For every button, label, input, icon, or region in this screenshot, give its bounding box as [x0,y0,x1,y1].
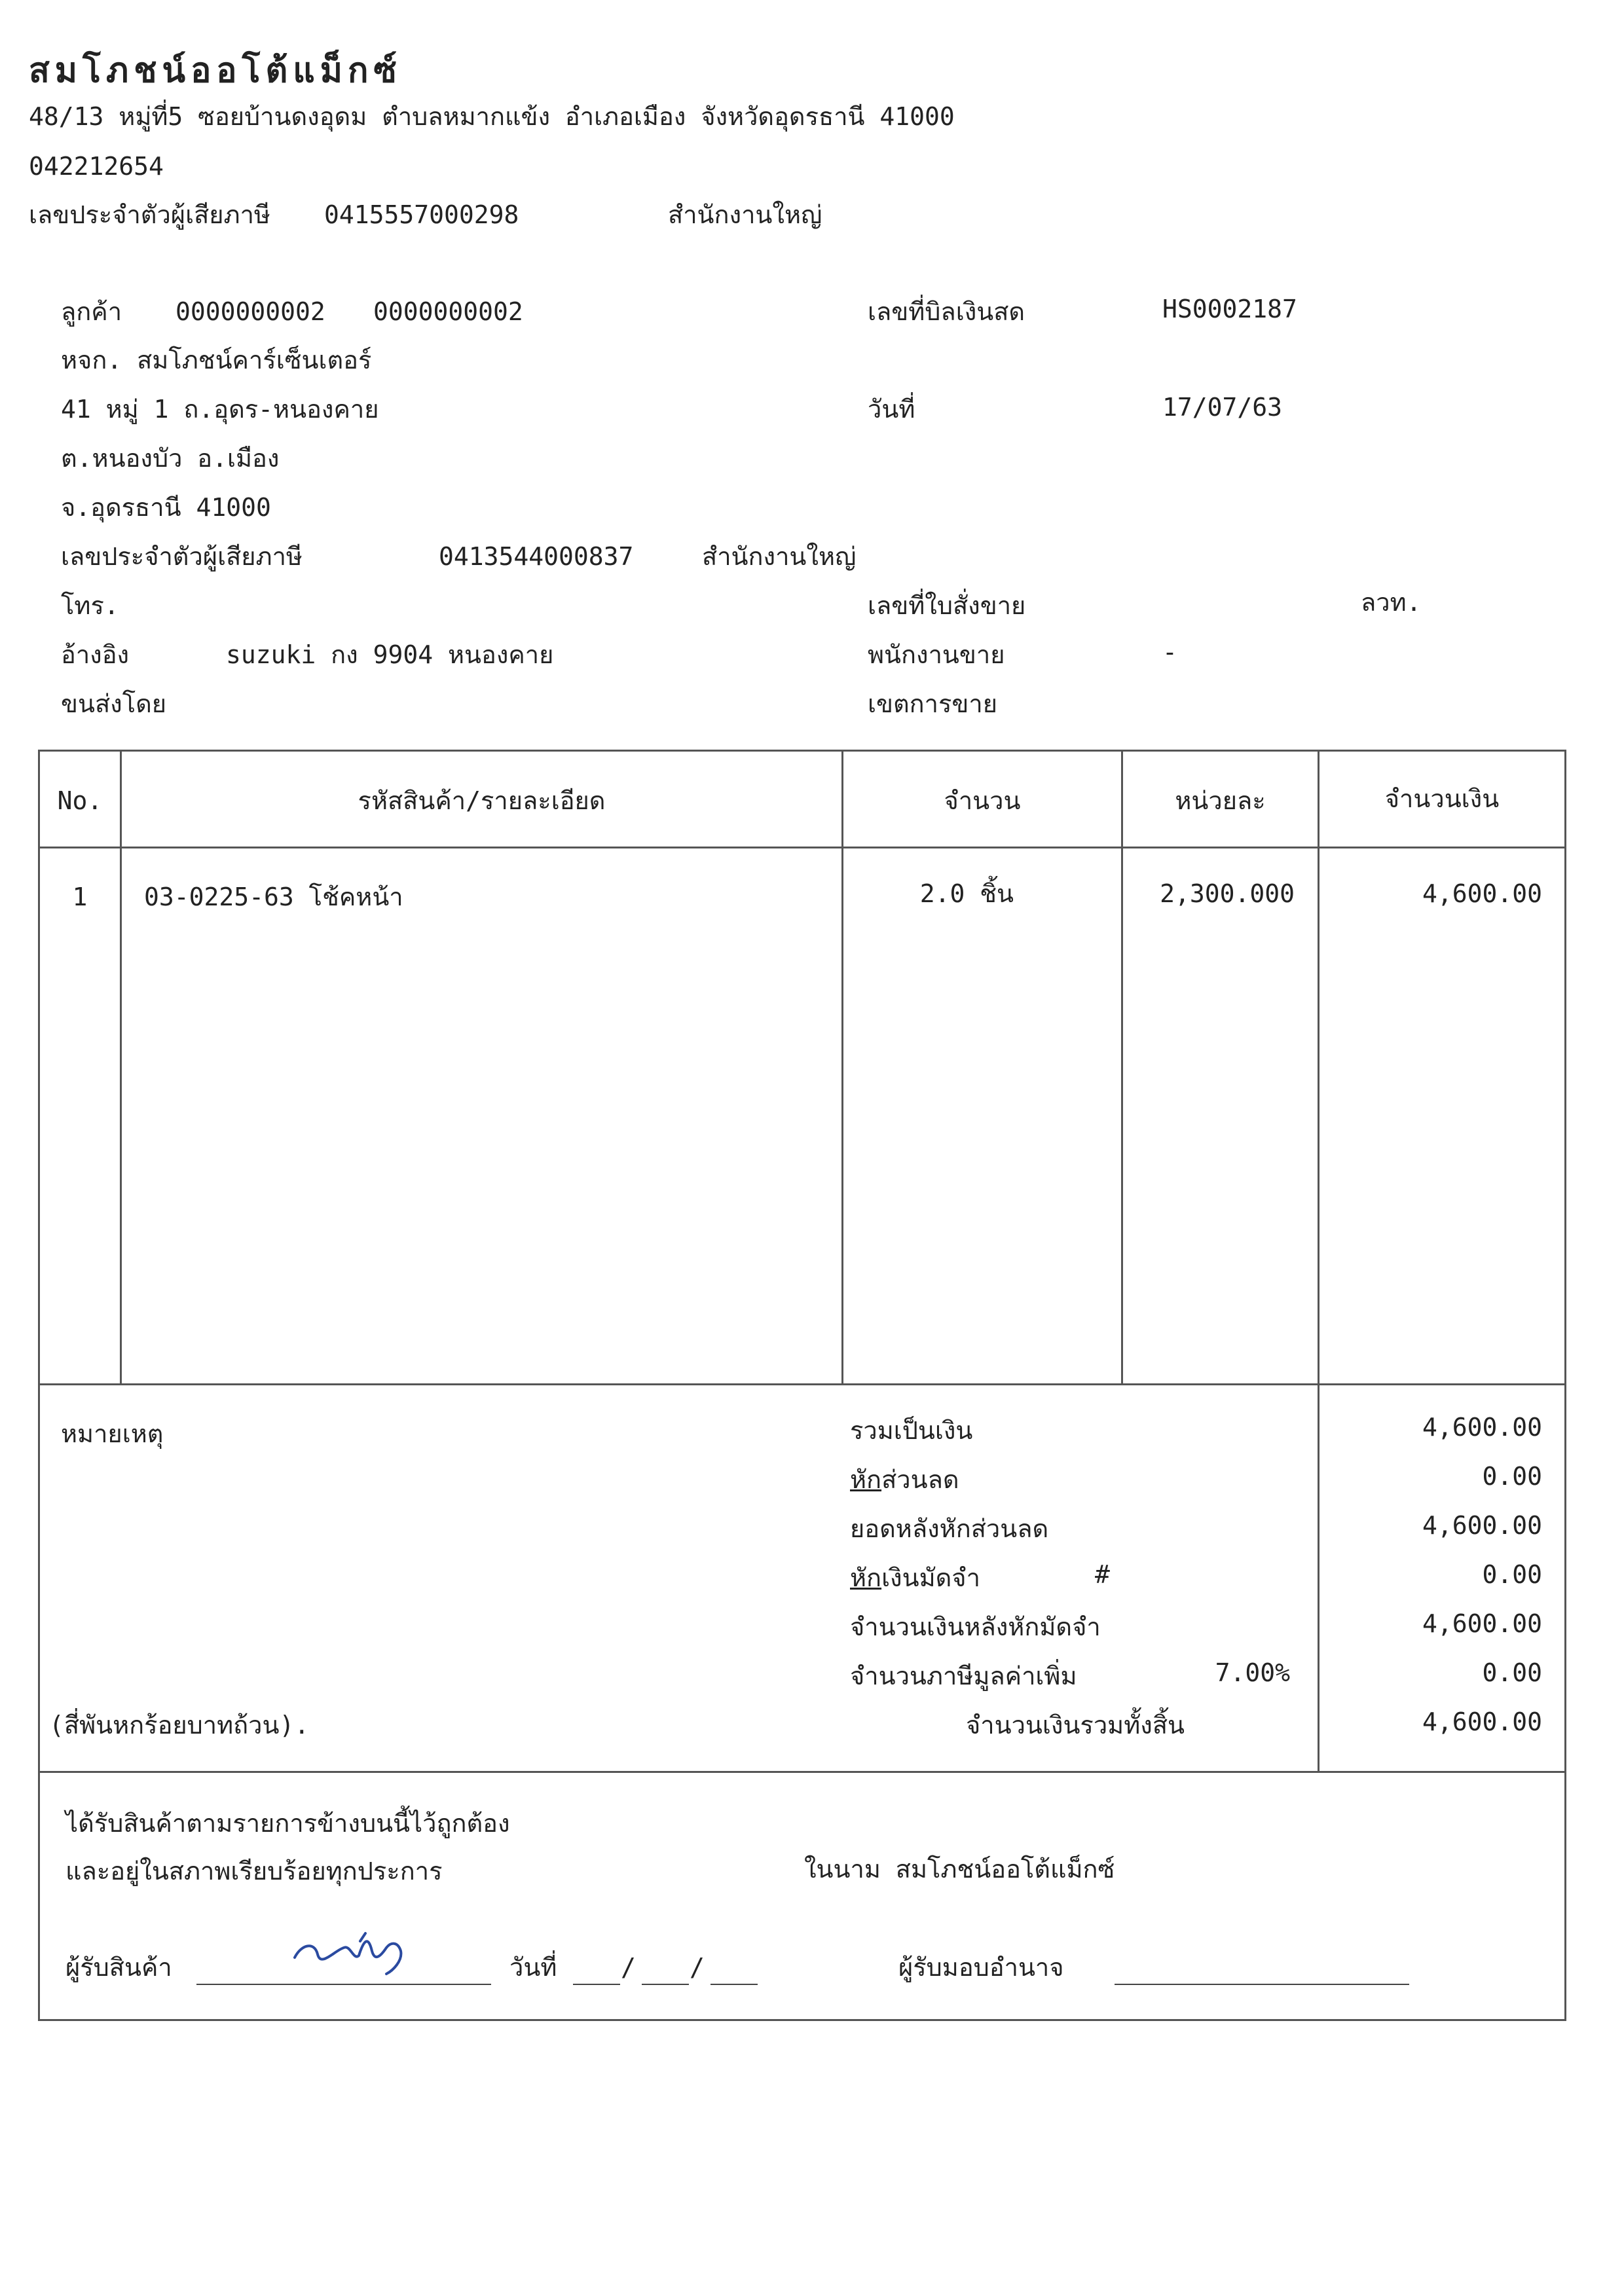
bill-number: HS0002187 [1162,295,1297,323]
company-tax-id: 0415557000298 [324,200,519,229]
subtotal-value: 4,600.00 [1422,1413,1542,1442]
customer-address-3: จ.อุดรธานี 41000 [61,493,271,522]
header-quantity: จำนวน [944,786,1021,815]
reference-value: suzuki กง 9904 หนองคาย [226,640,554,669]
vat-value: 0.00 [1482,1658,1542,1687]
grand-total-label: จำนวนเงินรวมทั้งสิ้น [966,1711,1185,1740]
after-deposit-label: จำนวนเงินหลังหักมัดจำ [850,1613,1101,1641]
summary-divider [38,1771,1566,1773]
date-month-blank [642,1984,689,1985]
salesperson-label: พนักงานขาย [868,640,1005,669]
date-label: วันที่ [868,395,915,424]
receiver-label: ผู้รับสินค้า [65,1953,172,1982]
deposit-label [850,1565,980,1592]
vat-rate: 7.00% [1215,1658,1290,1687]
customer-code-1: 0000000002 [175,297,325,326]
sales-area-label: เขตการขาย [868,689,997,718]
confirm-line-2: และอยู่ในสภาพเรียบร้อยทุกประการ [65,1857,443,1886]
col-divider-no [120,750,122,1383]
customer-code-2: 0000000002 [373,297,523,326]
after-discount-value: 4,600.00 [1422,1511,1542,1540]
company-address: 48/13 หมู่ที่5 ซอยบ้านดงอุดม ตำบลหมากแข้ง อำเภอเมือง จังหวัดอุดรธานี 41000 [29,102,955,131]
deposit-value: 0.00 [1482,1560,1542,1589]
confirm-line-1: ได้รับสินค้าตามรายการข้างบนนี้ไว้ถูกต้อง [65,1809,510,1838]
header-divider [38,847,1566,848]
signature-stroke [295,1933,401,1974]
customer-branch: สำนักงานใหญ่ [702,542,857,571]
company-tax-label: เลขประจำตัวผู้เสียภาษี [29,200,270,229]
authorized-signature-line [1115,1984,1409,1985]
discount-text: ส่วนลด [881,1465,959,1494]
deposit-text: เงินมัดจำ [881,1563,980,1592]
header-unit-price: หน่วยละ [1175,786,1266,815]
row-quantity: 2.0 ชิ้น [919,879,1014,908]
col-divider-desc [841,750,843,1383]
after-deposit-value: 4,600.00 [1422,1609,1542,1638]
items-divider [38,1383,1566,1385]
deduct-prefix: หัก [850,1465,882,1494]
customer-address-1: 41 หมู่ 1 ถ.อุดร-หนองคาย [61,395,379,424]
header-amount: จำนวนเงิน [1384,784,1500,813]
sales-order-label: เลขที่ใบสั่งขาย [868,591,1026,620]
company-phone: 042212654 [29,152,164,181]
customer-name: หจก. สมโภชน์คาร์เซ็นเตอร์ [61,346,372,374]
customer-phone-label: โทร. [61,591,119,620]
deposit-hash: # [1095,1560,1110,1589]
date-separator: / [621,1953,636,1982]
document-date: 17/07/63 [1162,393,1283,422]
after-discount-label: ยอดหลังหักส่วนลด [850,1514,1049,1543]
grand-total-value: 4,600.00 [1422,1707,1542,1736]
reference-label: อ้างอิง [61,640,130,669]
date-day-blank [573,1984,620,1985]
header-no: No. [57,786,103,815]
sales-order-value: ลวท. [1361,588,1422,617]
customer-tax-label: เลขประจำตัวผู้เสียภาษี [61,542,303,571]
customer-address-2: ต.หนองบัว อ.เมือง [61,444,280,473]
header-description: รหัสสินค้า/รายละเอียด [358,786,606,815]
date-separator: / [690,1953,705,1982]
vat-label: จำนวนภาษีมูลค่าเพิ่ม [850,1662,1077,1690]
customer-label: ลูกค้า [61,297,122,326]
shipping-label: ขนส่งโดย [61,689,167,718]
customer-tax-id: 0413544000837 [439,542,634,571]
on-behalf-text: ในนาม สมโภชน์ออโต้แม็กซ์ [804,1855,1115,1884]
row-unit-price: 2,300.000 [1160,879,1295,908]
col-divider-qty [1121,750,1123,1383]
company-branch: สำนักงานใหญ่ [668,200,822,229]
row-amount: 4,600.00 [1422,879,1542,908]
date-year-blank [710,1984,758,1985]
company-name: สมโภชน์ออโต้แม็กซ์ [29,51,402,90]
discount-label [850,1467,959,1494]
remark-label: หมายเหตุ [61,1419,164,1448]
salesperson-value: - [1162,638,1177,666]
row-no: 1 [72,883,88,911]
bill-number-label: เลขที่บิลเงินสด [868,297,1025,326]
authorized-label: ผู้รับมอบอำนาจ [898,1953,1064,1982]
receiver-signature [282,1922,426,1987]
row-description: 03-0225-63 โช้คหน้า [144,883,403,911]
subtotal-label: รวมเป็นเงิน [850,1416,973,1445]
deduct-prefix: หัก [850,1563,882,1592]
receive-date-label: วันที่ [509,1953,557,1982]
discount-value: 0.00 [1482,1462,1542,1491]
amount-in-words: (สี่พันหกร้อยบาทถ้วน). [49,1711,310,1740]
